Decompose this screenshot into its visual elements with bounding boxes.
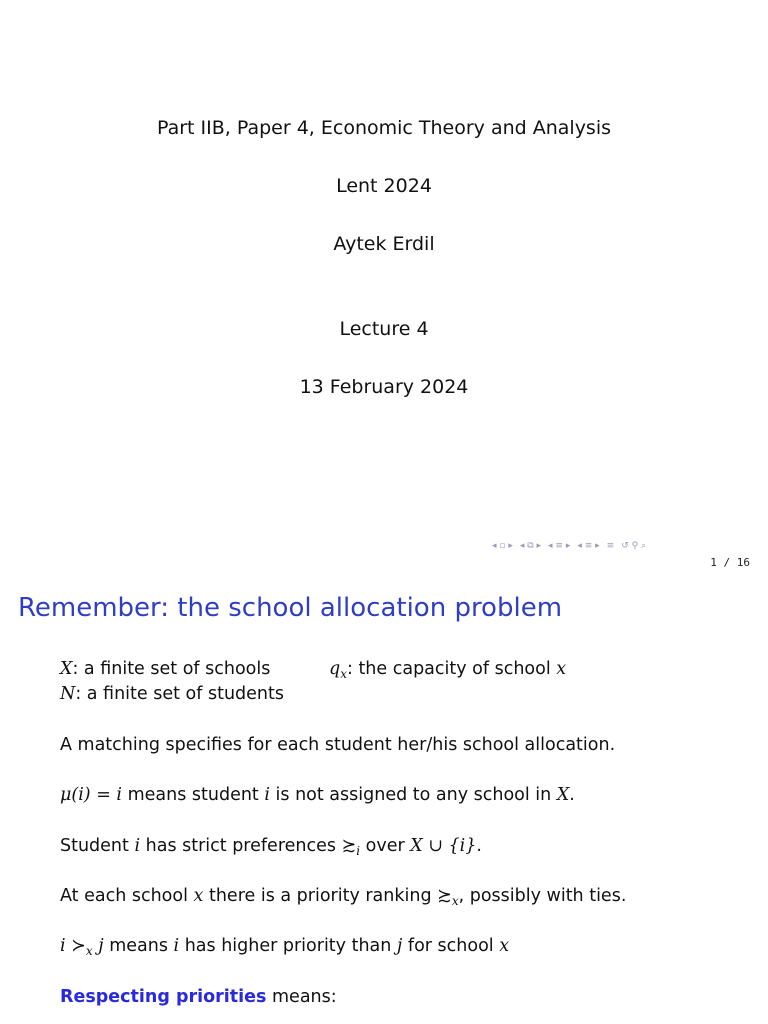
- content-slide: [0, 572, 768, 1024]
- lecture-date: 13 February 2024: [299, 376, 469, 398]
- appendix-icon[interactable]: ≡: [606, 541, 615, 551]
- students-definition: N: a finite set of students: [60, 684, 284, 704]
- unassigned-definition: μ(i) = i means student i is not assigned to any school in X.: [60, 785, 575, 805]
- page-number: 1 / 16: [710, 556, 750, 569]
- school-priorities: At each school x there is a priority ranking $≿_x$, possibly with ties.: [60, 886, 627, 908]
- course-title: Part IIB, Paper 4, Economic Theory and Analysis: [156, 117, 612, 139]
- frame-title: Remember: the school allocation problem: [18, 593, 563, 623]
- student-preferences: Student i has strict preferences $≿_i$ over X ∪ {i}.: [60, 836, 482, 858]
- frame-prev-icon[interactable]: ◂ ▫ ▸: [492, 541, 513, 551]
- respecting-priorities: Respecting priorities means:: [60, 987, 337, 1007]
- author: Aytek Erdil: [333, 233, 435, 255]
- search-zoom-icon[interactable]: ↺ ⚲ ⌕: [621, 541, 647, 551]
- term: Lent 2024: [336, 175, 432, 197]
- matching-definition: A matching specifies for each student her/his school allocation.: [60, 735, 616, 755]
- respecting-priorities-term: Respecting priorities: [60, 987, 267, 1007]
- section-nav-icon[interactable]: ◂ ≡ ▸: [548, 541, 571, 551]
- lecture-number: Lecture 4: [339, 318, 429, 340]
- presentation-nav-icon[interactable]: ◂ ≡ ▸: [577, 541, 600, 551]
- schools-definition: X: a finite set of schools: [60, 659, 271, 679]
- higher-priority-definition: i $≻_x$ j means i has higher priority than j for school x: [60, 936, 510, 958]
- beamer-navigation: [492, 539, 764, 553]
- capacity-definition: $q_x$: the capacity of school x: [329, 659, 567, 681]
- subsection-nav-icon[interactable]: ◂ ⧉ ▸: [519, 541, 542, 551]
